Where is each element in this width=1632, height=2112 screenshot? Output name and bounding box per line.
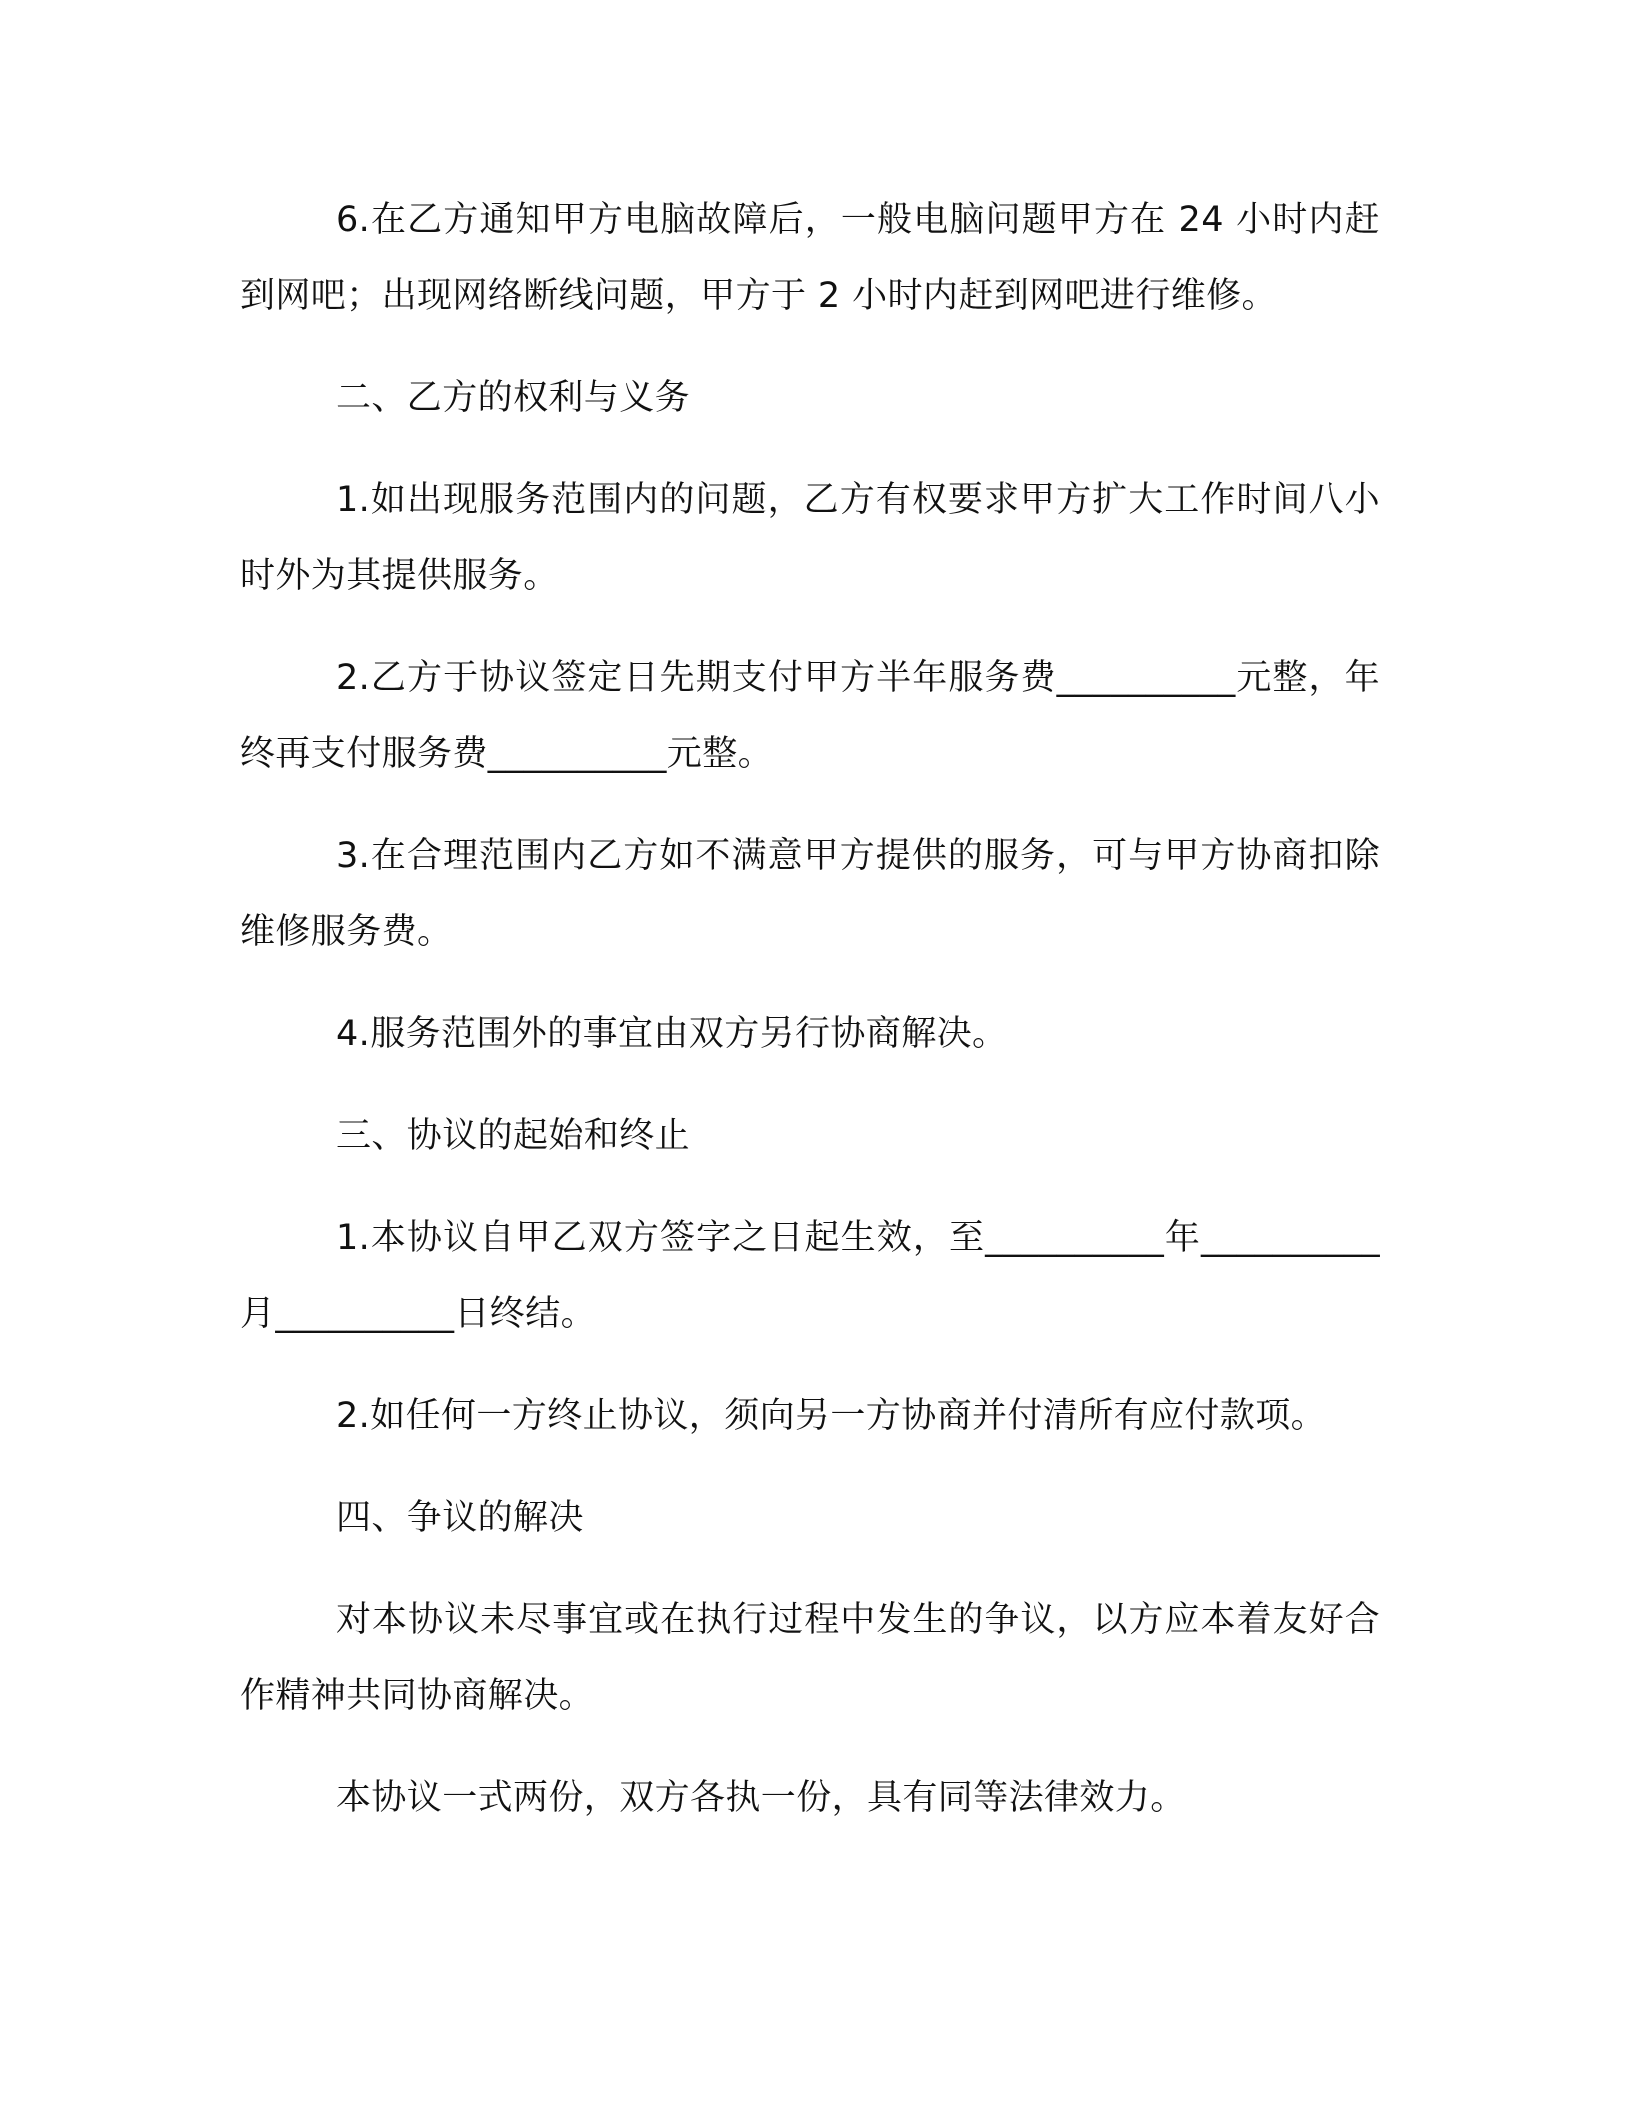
paragraph-copies: 本协议一式两份，双方各执一份，具有同等法律效力。 <box>336 1778 1186 1818</box>
paragraph-clause-3-fee-deduction: 3.在合理范围内乙方如不满意甲方提供的服务，可与甲方协商扣除维修服务费。 <box>240 836 1380 952</box>
paragraph-clause-1-effective-date: 1.本协议自甲乙双方签字之日起生效，至__________年__________月__________日终结。 <box>240 1218 1380 1334</box>
paragraph-clause-1-extended-hours: 1.如出现服务范围内的问题，乙方有权要求甲方扩大工作时间八小时外为其提供服务。 <box>240 480 1380 596</box>
section-heading-term: 三、协议的起始和终止 <box>336 1116 691 1156</box>
paragraph-dispute-resolution: 对本协议未尽事宜或在执行过程中发生的争议，以方应本着友好合作精神共同协商解决。 <box>240 1600 1380 1716</box>
section-heading-party-b-rights: 二、乙方的权利与义务 <box>336 378 691 418</box>
paragraph-clause-4-outside-scope: 4.服务范围外的事宜由双方另行协商解决。 <box>336 1014 1008 1054</box>
paragraph-clause-2-service-fee: 2.乙方于协议签定日先期支付甲方半年服务费__________元整，年终再支付服务费__________元整。 <box>240 658 1380 774</box>
paragraph-clause-2-termination: 2.如任何一方终止协议，须向另一方协商并付清所有应付款项。 <box>336 1396 1326 1436</box>
document-page <box>240 182 1380 1862</box>
paragraph-clause-6-response-time: 6.在乙方通知甲方电脑故障后，一般电脑问题甲方在 24 小时内赶到网吧；出现网络断线问题，甲方于 2 小时内赶到网吧进行维修。 <box>240 200 1380 316</box>
section-heading-disputes: 四、争议的解决 <box>336 1498 584 1538</box>
